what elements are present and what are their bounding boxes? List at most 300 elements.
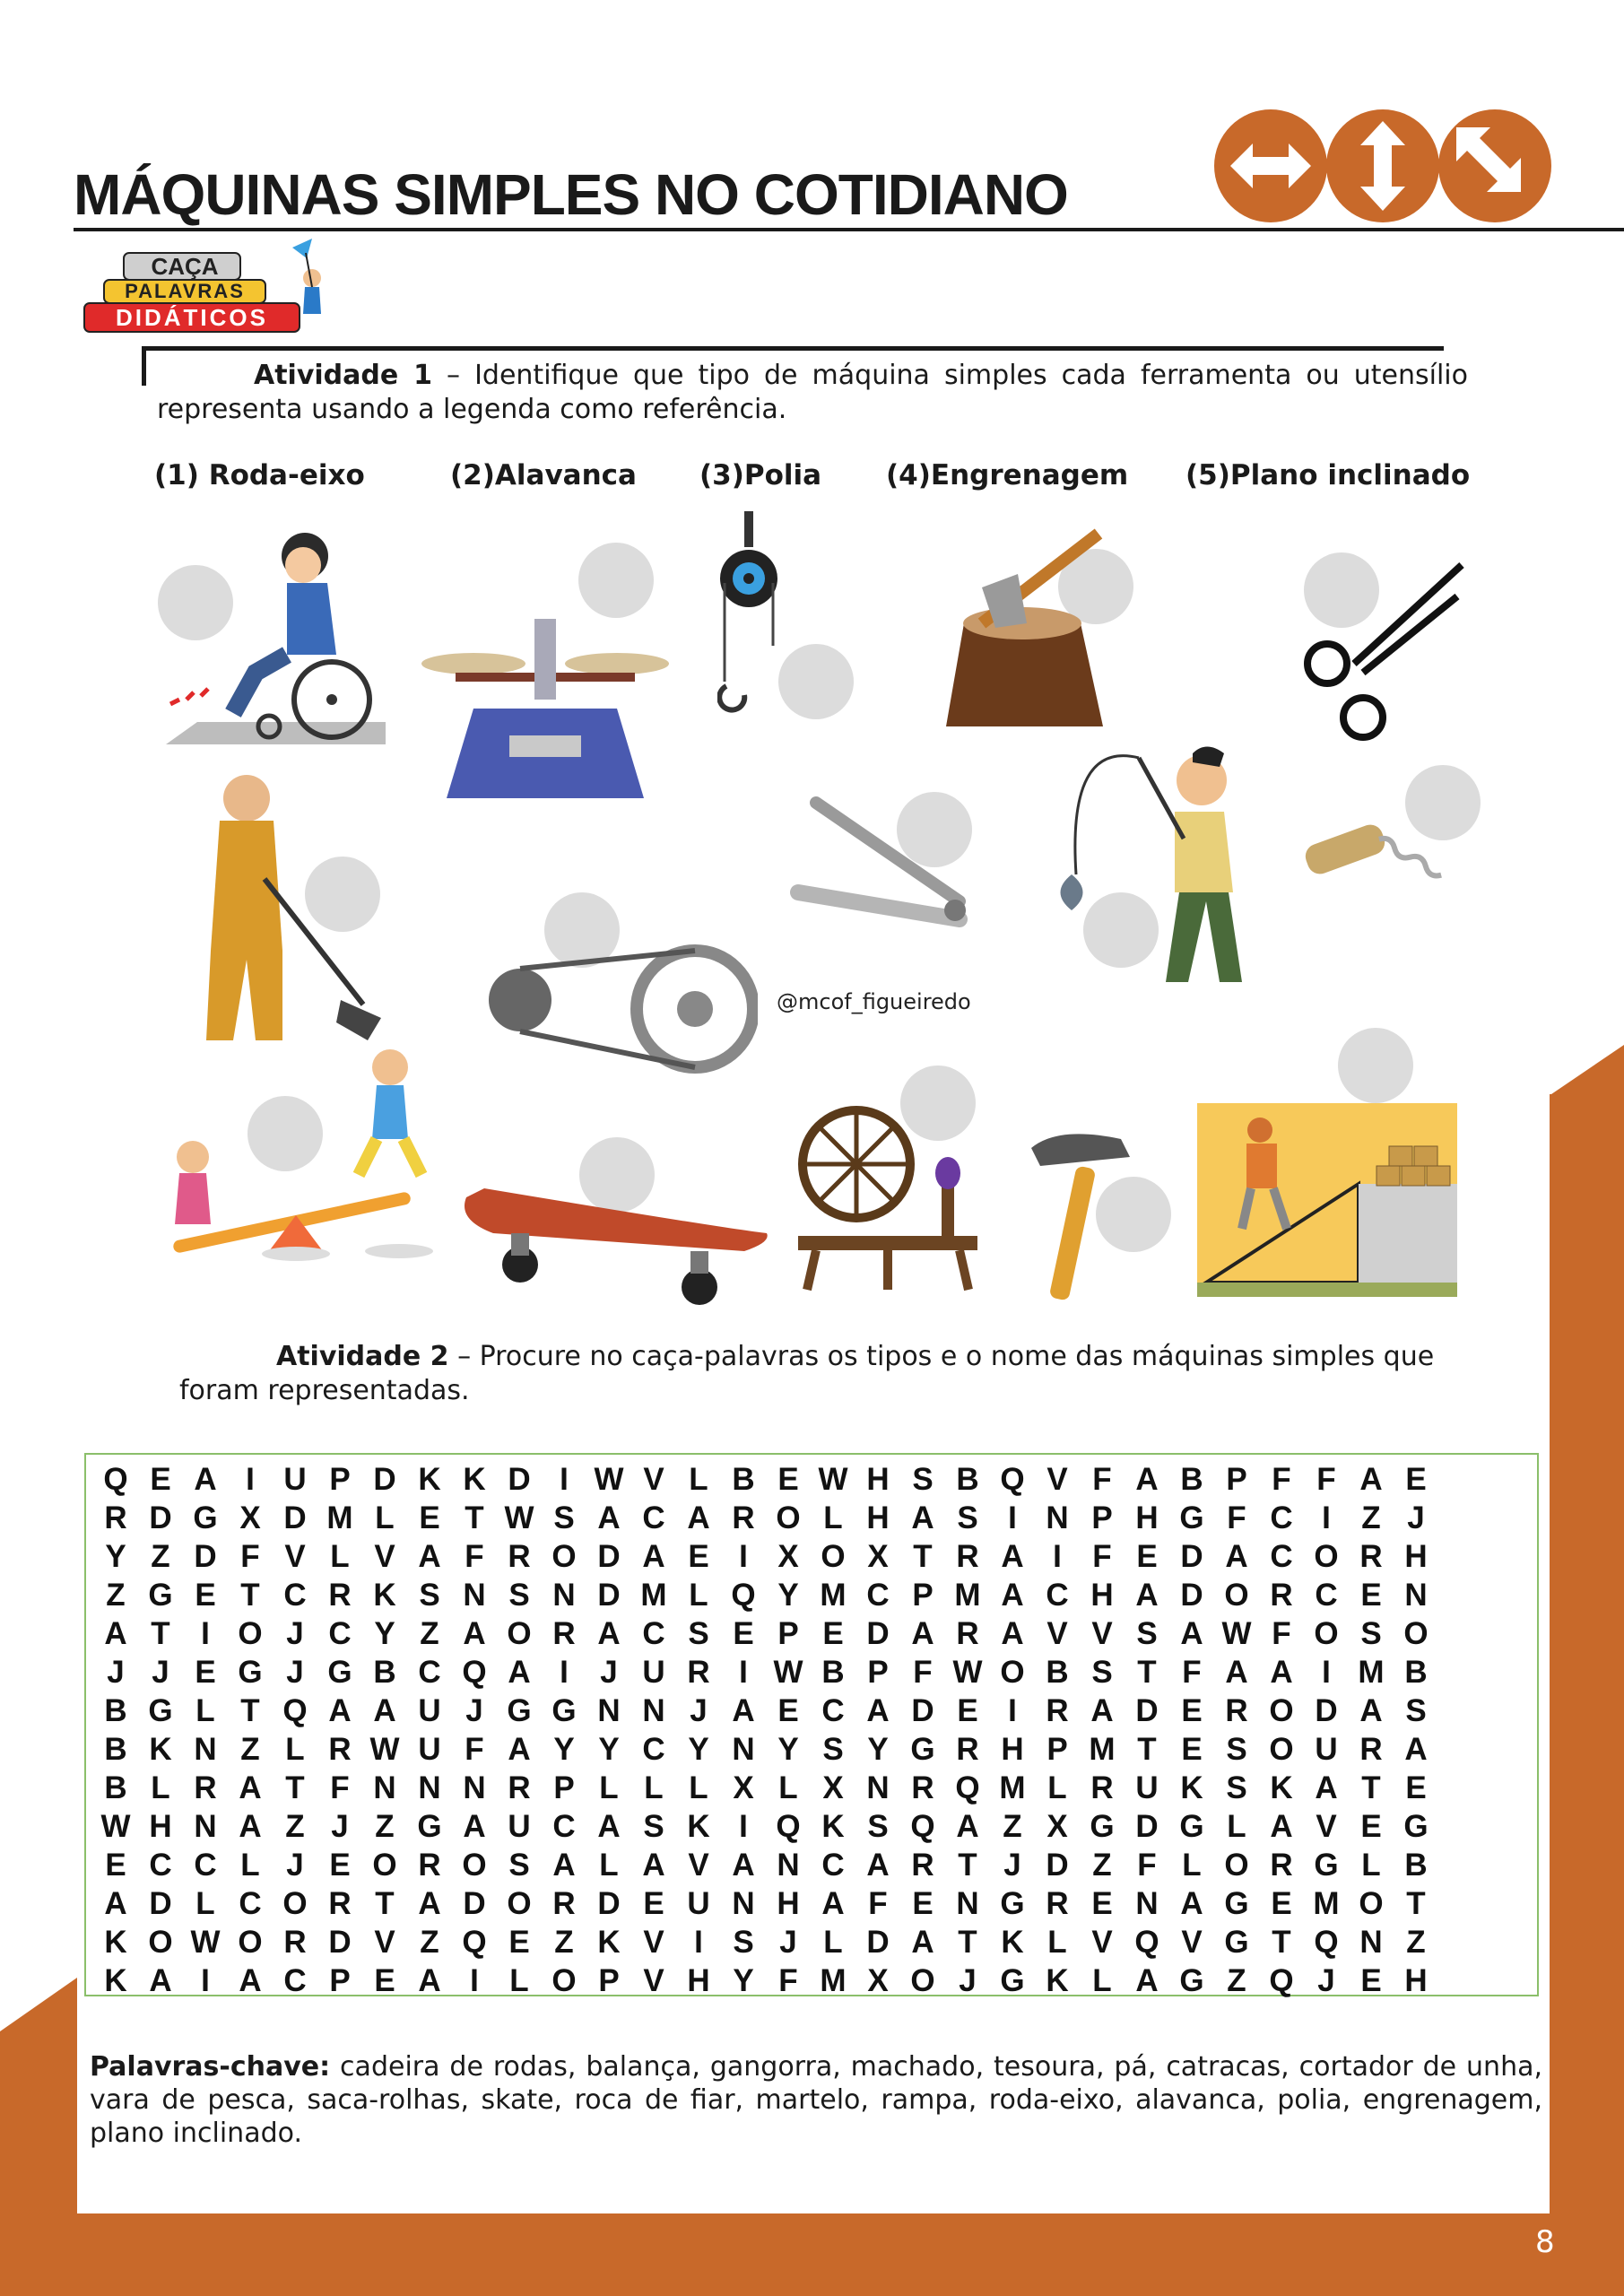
word-search-cell[interactable]: G bbox=[1224, 1925, 1249, 1960]
word-search-cell[interactable]: G bbox=[193, 1500, 218, 1535]
word-search-cell[interactable]: F bbox=[465, 1732, 484, 1767]
word-search-cell[interactable]: H bbox=[1404, 1963, 1428, 1998]
word-search-cell[interactable]: S bbox=[508, 1578, 530, 1613]
word-search-cell[interactable]: V bbox=[284, 1539, 306, 1574]
word-search-cell[interactable]: M bbox=[820, 1578, 847, 1613]
word-search-cell[interactable]: R bbox=[956, 1539, 979, 1574]
word-search-cell[interactable]: R bbox=[1359, 1539, 1383, 1574]
word-search-cell[interactable]: A bbox=[1090, 1693, 1114, 1728]
word-search-cell[interactable]: P bbox=[1226, 1462, 1247, 1497]
word-search-cell[interactable]: J bbox=[959, 1963, 977, 1998]
word-search-cell[interactable]: S bbox=[733, 1925, 754, 1960]
word-search-cell[interactable]: O bbox=[148, 1925, 173, 1960]
word-search-cell[interactable]: H bbox=[1135, 1500, 1159, 1535]
word-search-cell[interactable]: L bbox=[1182, 1848, 1202, 1883]
word-search-cell[interactable]: C bbox=[642, 1500, 665, 1535]
word-search-cell[interactable]: G bbox=[148, 1578, 173, 1613]
word-search-cell[interactable]: Q bbox=[910, 1809, 935, 1844]
word-search-cell[interactable]: A bbox=[911, 1500, 934, 1535]
word-search-cell[interactable]: S bbox=[822, 1732, 844, 1767]
word-search-cell[interactable]: N bbox=[777, 1848, 800, 1883]
word-search-cell[interactable]: L bbox=[1047, 1925, 1067, 1960]
word-search-cell[interactable]: C bbox=[1315, 1578, 1338, 1613]
word-search-cell[interactable]: S bbox=[1091, 1655, 1113, 1690]
word-search-cell[interactable]: M bbox=[1358, 1655, 1385, 1690]
word-search-cell[interactable]: S bbox=[867, 1809, 889, 1844]
word-search-cell[interactable]: I bbox=[1008, 1693, 1017, 1728]
word-search-cell[interactable]: R bbox=[956, 1616, 979, 1651]
word-search-cell[interactable]: E bbox=[912, 1886, 934, 1921]
word-search-cell[interactable]: C bbox=[866, 1578, 890, 1613]
word-search-cell[interactable]: R bbox=[687, 1655, 710, 1690]
word-search-cell[interactable]: R bbox=[1359, 1732, 1383, 1767]
word-search-cell[interactable]: O bbox=[1314, 1616, 1339, 1651]
word-search-cell[interactable]: C bbox=[552, 1809, 576, 1844]
word-search-cell[interactable]: R bbox=[283, 1925, 307, 1960]
word-search-cell[interactable]: E bbox=[777, 1693, 799, 1728]
word-search-cell[interactable]: I bbox=[739, 1809, 748, 1844]
word-search-cell[interactable]: Y bbox=[688, 1732, 709, 1767]
word-search-cell[interactable]: P bbox=[329, 1462, 351, 1497]
word-search-cell[interactable]: E bbox=[150, 1462, 171, 1497]
word-search-cell[interactable]: A bbox=[149, 1963, 172, 1998]
word-search-cell[interactable]: T bbox=[1137, 1732, 1157, 1767]
word-search-cell[interactable]: A bbox=[1359, 1693, 1383, 1728]
word-search-cell[interactable]: I bbox=[560, 1655, 569, 1690]
word-search-cell[interactable]: G bbox=[910, 1732, 935, 1767]
word-search-cell[interactable]: U bbox=[283, 1462, 307, 1497]
word-search-cell[interactable]: A bbox=[508, 1732, 531, 1767]
word-search-cell[interactable]: C bbox=[1270, 1539, 1293, 1574]
word-search-cell[interactable]: N bbox=[642, 1693, 665, 1728]
word-search-cell[interactable]: L bbox=[195, 1886, 215, 1921]
word-search-cell[interactable]: B bbox=[104, 1770, 127, 1805]
word-search-cell[interactable]: L bbox=[1047, 1770, 1067, 1805]
answer-circle-pulley[interactable] bbox=[778, 644, 854, 719]
word-search-cell[interactable]: C bbox=[821, 1693, 845, 1728]
word-search-cell[interactable]: M bbox=[820, 1963, 847, 1998]
word-search-cell[interactable]: S bbox=[1360, 1616, 1382, 1651]
word-search-cell[interactable]: Z bbox=[554, 1925, 574, 1960]
word-search-cell[interactable]: D bbox=[597, 1539, 621, 1574]
word-search-cell[interactable]: U bbox=[687, 1886, 710, 1921]
word-search-cell[interactable]: R bbox=[104, 1500, 127, 1535]
word-search-cell[interactable]: O bbox=[1269, 1693, 1294, 1728]
word-search-cell[interactable]: E bbox=[1181, 1693, 1203, 1728]
word-search-cell[interactable]: T bbox=[151, 1616, 170, 1651]
word-search-cell[interactable]: A bbox=[1359, 1462, 1383, 1497]
word-search-cell[interactable]: E bbox=[1271, 1886, 1292, 1921]
word-search-cell[interactable]: S bbox=[553, 1500, 575, 1535]
word-search-cell[interactable]: N bbox=[373, 1770, 396, 1805]
word-search-cell[interactable]: U bbox=[642, 1655, 665, 1690]
word-search-cell[interactable]: T bbox=[375, 1886, 395, 1921]
word-search-cell[interactable]: K bbox=[1046, 1963, 1069, 1998]
word-search-cell[interactable]: V bbox=[643, 1462, 664, 1497]
word-search-cell[interactable]: W bbox=[369, 1732, 400, 1767]
word-search-cell[interactable]: A bbox=[821, 1886, 845, 1921]
word-search-cell[interactable]: H bbox=[866, 1500, 890, 1535]
word-search-cell[interactable]: O bbox=[1269, 1732, 1294, 1767]
word-search-cell[interactable]: E bbox=[329, 1848, 351, 1883]
word-search-cell[interactable]: C bbox=[239, 1886, 262, 1921]
word-search-cell[interactable]: A bbox=[463, 1616, 486, 1651]
word-search-cell[interactable]: V bbox=[1046, 1462, 1068, 1497]
word-search-cell[interactable]: D bbox=[194, 1539, 217, 1574]
word-search-cell[interactable]: A bbox=[1225, 1655, 1248, 1690]
word-search-cell[interactable]: C bbox=[1046, 1578, 1069, 1613]
word-search-cell[interactable]: Q bbox=[462, 1925, 487, 1960]
word-search-cell[interactable]: A bbox=[597, 1809, 621, 1844]
word-search-cell[interactable]: A bbox=[1180, 1886, 1203, 1921]
word-search-cell[interactable]: A bbox=[1270, 1655, 1293, 1690]
word-search-cell[interactable]: T bbox=[958, 1925, 977, 1960]
word-search-cell[interactable]: Y bbox=[105, 1539, 126, 1574]
word-search-cell[interactable]: H bbox=[1404, 1539, 1428, 1574]
word-search-cell[interactable]: G bbox=[507, 1693, 532, 1728]
word-search-cell[interactable]: F bbox=[240, 1539, 260, 1574]
word-search-cell[interactable]: I bbox=[1053, 1539, 1062, 1574]
word-search-cell[interactable]: Y bbox=[553, 1732, 575, 1767]
word-search-cell[interactable]: L bbox=[599, 1770, 619, 1805]
word-search-cell[interactable]: V bbox=[1091, 1616, 1113, 1651]
word-search-cell[interactable]: F bbox=[1272, 1462, 1291, 1497]
word-search-cell[interactable]: E bbox=[643, 1886, 664, 1921]
word-search-cell[interactable]: L bbox=[689, 1462, 708, 1497]
word-search-cell[interactable]: B bbox=[1404, 1655, 1428, 1690]
word-search-cell[interactable]: A bbox=[732, 1848, 755, 1883]
word-search-cell[interactable]: J bbox=[779, 1925, 797, 1960]
word-search-cell[interactable]: W bbox=[1221, 1616, 1252, 1651]
word-search-cell[interactable]: A bbox=[956, 1809, 979, 1844]
word-search-cell[interactable]: O bbox=[507, 1886, 532, 1921]
word-search-cell[interactable]: A bbox=[1225, 1539, 1248, 1574]
word-search-cell[interactable]: A bbox=[1404, 1732, 1428, 1767]
word-search-cell[interactable]: E bbox=[777, 1462, 799, 1497]
word-search-cell[interactable]: F bbox=[330, 1770, 350, 1805]
word-search-cell[interactable]: E bbox=[508, 1925, 530, 1960]
word-search-cell[interactable]: G bbox=[551, 1693, 577, 1728]
word-search-cell[interactable]: W bbox=[773, 1655, 803, 1690]
word-search-cell[interactable]: N bbox=[418, 1770, 441, 1805]
word-search-cell[interactable]: Z bbox=[1406, 1925, 1426, 1960]
word-search-cell[interactable]: M bbox=[1313, 1886, 1340, 1921]
word-search-cell[interactable]: L bbox=[195, 1693, 215, 1728]
word-search-cell[interactable]: S bbox=[419, 1578, 440, 1613]
word-search-cell[interactable]: A bbox=[328, 1693, 352, 1728]
word-search-cell[interactable]: J bbox=[690, 1693, 708, 1728]
word-search-cell[interactable]: G bbox=[327, 1655, 352, 1690]
word-search-cell[interactable]: C bbox=[328, 1616, 352, 1651]
word-search-cell[interactable]: Q bbox=[1314, 1925, 1339, 1960]
word-search-cell[interactable]: L bbox=[240, 1848, 260, 1883]
word-search-cell[interactable]: G bbox=[1090, 1809, 1115, 1844]
word-search-cell[interactable]: F bbox=[778, 1963, 798, 1998]
word-search-cell[interactable]: R bbox=[1090, 1770, 1114, 1805]
word-search-cell[interactable]: U bbox=[1135, 1770, 1159, 1805]
word-search-cell[interactable]: O bbox=[776, 1500, 801, 1535]
word-search-cell[interactable]: C bbox=[418, 1655, 441, 1690]
word-search-cell[interactable]: R bbox=[1225, 1693, 1248, 1728]
word-search-cell[interactable]: T bbox=[285, 1770, 305, 1805]
word-search-cell[interactable]: H bbox=[1001, 1732, 1024, 1767]
word-search-cell[interactable]: S bbox=[957, 1500, 978, 1535]
word-search-cell[interactable]: K bbox=[418, 1462, 441, 1497]
word-search-cell[interactable]: T bbox=[465, 1500, 484, 1535]
word-search-cell[interactable]: E bbox=[1405, 1462, 1427, 1497]
word-search-cell[interactable]: X bbox=[239, 1500, 261, 1535]
word-search-cell[interactable]: O bbox=[551, 1539, 577, 1574]
word-search-cell[interactable]: V bbox=[374, 1925, 395, 1960]
word-search-cell[interactable]: F bbox=[1092, 1539, 1112, 1574]
word-search-cell[interactable]: A bbox=[104, 1616, 127, 1651]
word-search-cell[interactable]: A bbox=[911, 1925, 934, 1960]
word-search-cell[interactable]: W bbox=[504, 1500, 534, 1535]
word-search-cell[interactable]: L bbox=[599, 1848, 619, 1883]
word-search-cell[interactable]: A bbox=[687, 1500, 710, 1535]
word-search-cell[interactable]: T bbox=[1361, 1770, 1381, 1805]
word-search-cell[interactable]: A bbox=[642, 1848, 665, 1883]
word-search-cell[interactable]: C bbox=[283, 1963, 307, 1998]
word-search-cell[interactable]: L bbox=[509, 1963, 529, 1998]
word-search-cell[interactable]: N bbox=[1404, 1578, 1428, 1613]
word-search-cell[interactable]: Z bbox=[420, 1616, 439, 1651]
word-search-cell[interactable]: M bbox=[1089, 1732, 1116, 1767]
word-search-cell[interactable]: L bbox=[330, 1539, 350, 1574]
word-search-cell[interactable]: E bbox=[1181, 1732, 1203, 1767]
word-search-cell[interactable]: L bbox=[689, 1770, 708, 1805]
word-search-cell[interactable]: D bbox=[866, 1616, 890, 1651]
word-search-cell[interactable]: I bbox=[470, 1963, 479, 1998]
word-search-cell[interactable]: Q bbox=[1269, 1963, 1294, 1998]
word-search-cell[interactable]: K bbox=[1001, 1925, 1024, 1960]
word-search-cell[interactable]: W bbox=[818, 1462, 848, 1497]
word-search-cell[interactable]: F bbox=[913, 1655, 933, 1690]
word-search-cell[interactable]: D bbox=[283, 1500, 307, 1535]
word-search-cell[interactable]: B bbox=[956, 1462, 979, 1497]
word-search-cell[interactable]: J bbox=[1317, 1963, 1335, 1998]
word-search-cell[interactable]: D bbox=[1135, 1693, 1159, 1728]
word-search-cell[interactable]: W bbox=[100, 1809, 131, 1844]
word-search-cell[interactable]: G bbox=[1403, 1809, 1429, 1844]
word-search-cell[interactable]: H bbox=[1090, 1578, 1114, 1613]
answer-circle-scale[interactable] bbox=[578, 543, 654, 618]
word-search-cell[interactable]: P bbox=[1046, 1732, 1068, 1767]
word-search-cell[interactable]: N bbox=[732, 1732, 755, 1767]
word-search-cell[interactable]: D bbox=[1135, 1809, 1159, 1844]
word-search-cell[interactable]: I bbox=[1008, 1500, 1017, 1535]
word-search-cell[interactable]: B bbox=[373, 1655, 396, 1690]
word-search-cell[interactable]: A bbox=[1135, 1578, 1159, 1613]
word-search-cell[interactable]: S bbox=[1226, 1732, 1247, 1767]
word-search-cell[interactable]: U bbox=[1315, 1732, 1338, 1767]
word-search-cell[interactable]: G bbox=[1224, 1886, 1249, 1921]
word-search-cell[interactable]: N bbox=[956, 1886, 979, 1921]
word-search-cell[interactable]: L bbox=[375, 1500, 395, 1535]
word-search-cell[interactable]: K bbox=[821, 1809, 845, 1844]
word-search-cell[interactable]: R bbox=[194, 1770, 217, 1805]
word-search-cell[interactable]: A bbox=[239, 1963, 262, 1998]
word-search-cell[interactable]: V bbox=[1091, 1925, 1113, 1960]
word-search-cell[interactable]: A bbox=[866, 1848, 890, 1883]
word-search-cell[interactable]: A bbox=[597, 1616, 621, 1651]
word-search-cell[interactable]: G bbox=[1000, 1963, 1025, 1998]
word-search-cell[interactable]: K bbox=[463, 1462, 486, 1497]
word-search-cell[interactable]: X bbox=[733, 1770, 754, 1805]
word-search-cell[interactable]: F bbox=[868, 1886, 888, 1921]
word-search-cell[interactable]: R bbox=[328, 1732, 352, 1767]
word-search-cell[interactable]: F bbox=[1272, 1616, 1291, 1651]
word-search-cell[interactable]: O bbox=[1000, 1655, 1025, 1690]
word-search-cell[interactable]: O bbox=[1403, 1616, 1429, 1651]
word-search-cell[interactable]: A bbox=[642, 1539, 665, 1574]
word-search-cell[interactable]: K bbox=[597, 1925, 621, 1960]
word-search-cell[interactable]: S bbox=[508, 1848, 530, 1883]
word-search-cell[interactable]: Y bbox=[374, 1616, 395, 1651]
word-search-cell[interactable]: D bbox=[149, 1886, 172, 1921]
word-search-cell[interactable]: W bbox=[594, 1462, 624, 1497]
word-search-cell[interactable]: Q bbox=[462, 1655, 487, 1690]
word-search-cell[interactable]: T bbox=[913, 1539, 933, 1574]
word-search-cell[interactable]: S bbox=[1136, 1616, 1158, 1651]
word-search-cell[interactable]: B bbox=[1404, 1848, 1428, 1883]
word-search-cell[interactable]: D bbox=[373, 1462, 396, 1497]
word-search-cell[interactable]: K bbox=[1270, 1770, 1293, 1805]
word-search-cell[interactable]: E bbox=[195, 1655, 216, 1690]
word-search-cell[interactable]: V bbox=[1316, 1809, 1337, 1844]
word-search-cell[interactable]: E bbox=[822, 1616, 844, 1651]
word-search-cell[interactable]: R bbox=[418, 1848, 441, 1883]
word-search-cell[interactable]: A bbox=[552, 1848, 576, 1883]
word-search-cell[interactable]: K bbox=[373, 1578, 396, 1613]
word-search-cell[interactable]: U bbox=[418, 1732, 441, 1767]
word-search-cell[interactable]: T bbox=[240, 1693, 260, 1728]
word-search-cell[interactable]: P bbox=[598, 1963, 620, 1998]
word-search-cell[interactable]: B bbox=[104, 1732, 127, 1767]
word-search-cell[interactable]: C bbox=[194, 1848, 217, 1883]
word-search-cell[interactable]: Z bbox=[240, 1732, 260, 1767]
word-search-cell[interactable]: G bbox=[1314, 1848, 1339, 1883]
word-search-cell[interactable]: B bbox=[821, 1655, 845, 1690]
word-search-cell[interactable]: D bbox=[508, 1462, 531, 1497]
word-search-cell[interactable]: R bbox=[1046, 1886, 1069, 1921]
word-search-cell[interactable]: R bbox=[508, 1539, 531, 1574]
word-search-cell[interactable]: J bbox=[286, 1616, 304, 1651]
word-search-cell[interactable]: D bbox=[911, 1693, 934, 1728]
word-search-cell[interactable]: A bbox=[1270, 1809, 1293, 1844]
word-search-cell[interactable]: Q bbox=[1134, 1925, 1159, 1960]
word-search-cell[interactable]: I bbox=[201, 1616, 210, 1651]
word-search-cell[interactable]: L bbox=[644, 1770, 664, 1805]
word-search-cell[interactable]: V bbox=[1046, 1616, 1068, 1651]
word-search-cell[interactable]: Y bbox=[777, 1732, 799, 1767]
word-search-cell[interactable]: Z bbox=[1092, 1848, 1112, 1883]
word-search-cell[interactable]: L bbox=[151, 1770, 170, 1805]
word-search-cell[interactable]: J bbox=[331, 1809, 349, 1844]
word-search-cell[interactable]: V bbox=[1181, 1925, 1203, 1960]
word-search-cell[interactable]: A bbox=[1180, 1616, 1203, 1651]
word-search-cell[interactable]: L bbox=[1227, 1809, 1246, 1844]
word-search-cell[interactable]: E bbox=[105, 1848, 126, 1883]
word-search-cell[interactable]: L bbox=[285, 1732, 305, 1767]
word-search-cell[interactable]: X bbox=[867, 1963, 889, 1998]
word-search-cell[interactable]: S bbox=[643, 1809, 664, 1844]
word-search-cell[interactable]: O bbox=[462, 1848, 487, 1883]
word-search-cell[interactable]: A bbox=[239, 1770, 262, 1805]
word-search-cell[interactable]: R bbox=[328, 1886, 352, 1921]
word-search-cell[interactable]: I bbox=[1322, 1655, 1331, 1690]
word-search-cell[interactable]: N bbox=[194, 1809, 217, 1844]
word-search-cell[interactable]: G bbox=[148, 1693, 173, 1728]
word-search-cell[interactable]: D bbox=[1180, 1578, 1203, 1613]
word-search-cell[interactable]: N bbox=[463, 1578, 486, 1613]
word-search-cell[interactable]: X bbox=[1046, 1809, 1068, 1844]
word-search-cell[interactable]: J bbox=[1003, 1848, 1021, 1883]
word-search-cell[interactable]: F bbox=[1316, 1462, 1336, 1497]
word-search-cell[interactable]: A bbox=[1135, 1462, 1159, 1497]
word-search-cell[interactable]: F bbox=[465, 1539, 484, 1574]
word-search-cell[interactable]: J bbox=[600, 1655, 618, 1690]
word-search-cell[interactable]: R bbox=[1270, 1848, 1293, 1883]
word-search-cell[interactable]: D bbox=[597, 1578, 621, 1613]
word-search-cell[interactable]: O bbox=[507, 1616, 532, 1651]
word-search-cell[interactable]: O bbox=[910, 1963, 935, 1998]
word-search-cell[interactable]: V bbox=[643, 1925, 664, 1960]
word-search-cell[interactable]: G bbox=[1179, 1809, 1204, 1844]
word-search-cell[interactable]: A bbox=[866, 1693, 890, 1728]
word-search-cell[interactable]: E bbox=[419, 1500, 440, 1535]
word-search-cell[interactable]: E bbox=[1360, 1578, 1382, 1613]
word-search-cell[interactable]: E bbox=[957, 1693, 978, 1728]
word-search-cell[interactable]: E bbox=[1360, 1809, 1382, 1844]
word-search-cell[interactable]: Z bbox=[420, 1925, 439, 1960]
word-search-cell[interactable]: J bbox=[286, 1848, 304, 1883]
word-search-cell[interactable]: C bbox=[1270, 1500, 1293, 1535]
word-search-cell[interactable]: K bbox=[104, 1925, 127, 1960]
word-search-cell[interactable]: Q bbox=[955, 1770, 980, 1805]
word-search-cell[interactable]: Y bbox=[733, 1963, 754, 1998]
word-search-cell[interactable]: D bbox=[1315, 1693, 1338, 1728]
word-search-cell[interactable]: W bbox=[952, 1655, 983, 1690]
word-search-cell[interactable]: K bbox=[687, 1809, 710, 1844]
word-search-cell[interactable]: W bbox=[190, 1925, 221, 1960]
word-search-cell[interactable]: B bbox=[1046, 1655, 1069, 1690]
word-search-cell[interactable]: A bbox=[1001, 1578, 1024, 1613]
word-search-cell[interactable]: Z bbox=[1361, 1500, 1381, 1535]
word-search-cell[interactable]: M bbox=[954, 1578, 981, 1613]
word-search-cell[interactable]: A bbox=[1315, 1770, 1338, 1805]
word-search-cell[interactable]: N bbox=[866, 1770, 890, 1805]
word-search-cell[interactable]: R bbox=[328, 1578, 352, 1613]
word-search-cell[interactable]: M bbox=[640, 1578, 667, 1613]
word-search-cell[interactable]: N bbox=[1359, 1925, 1383, 1960]
word-search-cell[interactable]: J bbox=[107, 1655, 125, 1690]
word-search-cell[interactable]: A bbox=[1135, 1963, 1159, 1998]
word-search-cell[interactable]: F bbox=[1182, 1655, 1202, 1690]
word-search-cell[interactable]: N bbox=[1046, 1500, 1069, 1535]
word-search-cell[interactable]: P bbox=[777, 1616, 799, 1651]
word-search-cell[interactable]: U bbox=[418, 1693, 441, 1728]
word-search-cell[interactable]: R bbox=[732, 1500, 755, 1535]
word-search-cell[interactable]: O bbox=[238, 1616, 263, 1651]
word-search-cell[interactable]: K bbox=[149, 1732, 172, 1767]
word-search-cell[interactable]: Y bbox=[777, 1578, 799, 1613]
word-search-cell[interactable]: T bbox=[1137, 1655, 1157, 1690]
word-search-cell[interactable]: C bbox=[283, 1578, 307, 1613]
word-search-cell[interactable]: O bbox=[1359, 1886, 1384, 1921]
word-search-cell[interactable]: R bbox=[552, 1886, 576, 1921]
word-search-cell[interactable]: F bbox=[1092, 1462, 1112, 1497]
